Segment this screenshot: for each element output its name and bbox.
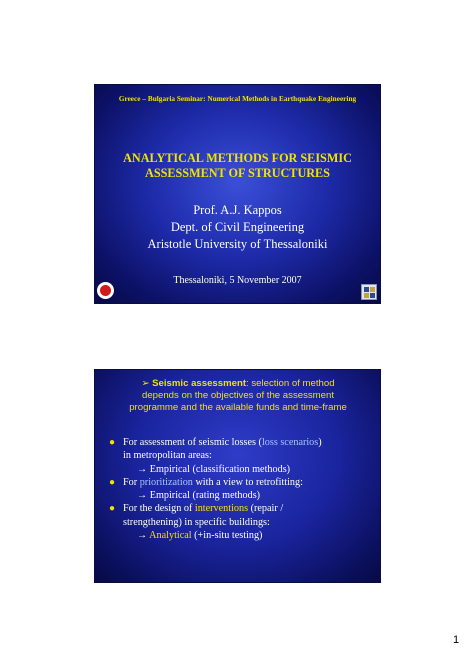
item-text: (+in-situ testing)	[191, 530, 263, 542]
item-text-line-2: in metropolitan areas:	[123, 450, 212, 462]
title-line-1: ANALYTICAL METHODS FOR SEISMIC	[123, 151, 352, 165]
presentation-date: Thessaloniki, 5 November 2007	[173, 275, 302, 286]
item-text: (repair /	[248, 503, 284, 515]
intro-line-1: : selection of method	[246, 378, 335, 389]
highlight-prioritization: prioritization	[139, 476, 193, 488]
list-item	[109, 476, 371, 489]
bullet-list	[109, 436, 371, 542]
institute-logo	[361, 284, 377, 300]
intro-line-3: programme and the available funds and time-frame	[129, 402, 347, 413]
highlight-interventions: interventions	[194, 503, 249, 515]
intro-line-2: depends on the objectives of the assessment	[142, 390, 334, 401]
highlight-loss-scenarios: loss scenarios	[261, 437, 319, 448]
item-text-line-2: strengthening) in specific buildings:	[123, 516, 270, 528]
highlight-analytical: Analytical	[149, 530, 192, 542]
sub-item: → Empirical (rating methods)	[137, 490, 261, 502]
bullet-icon: ●	[109, 476, 116, 488]
sub-item	[109, 529, 371, 542]
item-text: For assessment of seismic losses (	[123, 437, 262, 448]
bullet-icon: ●	[109, 437, 116, 448]
author-name: Prof. A.J. Kappos	[193, 203, 282, 217]
university-seal-logo	[97, 282, 114, 299]
page-number: 1	[453, 634, 460, 646]
title-line-2: ASSESSMENT OF STRUCTURES	[145, 166, 330, 180]
title-slide	[95, 85, 380, 303]
arrow-icon: →	[137, 530, 150, 542]
seminar-header: Greece – Bulgaria Seminar: Numerical Methods in Earthquake Engineering	[118, 95, 357, 103]
item-text: For	[123, 476, 140, 488]
list-item	[109, 436, 371, 463]
intro-lead: Seismic assessment	[152, 378, 247, 389]
item-text: For the design of	[123, 503, 195, 515]
department-name: Dept. of Civil Engineering	[170, 220, 305, 234]
sub-item: → Empirical (classification methods)	[137, 463, 291, 475]
item-text: with a view to retrofitting:	[192, 476, 303, 488]
slide-title	[105, 151, 370, 181]
list-item	[109, 502, 371, 529]
item-text: )	[318, 437, 322, 448]
arrow-marker-icon: ➢	[141, 378, 150, 389]
intro-paragraph	[113, 378, 363, 414]
bullet-icon: ●	[109, 503, 116, 515]
university-name: Aristotle University of Thessaloniki	[147, 237, 328, 251]
content-slide	[95, 370, 380, 582]
